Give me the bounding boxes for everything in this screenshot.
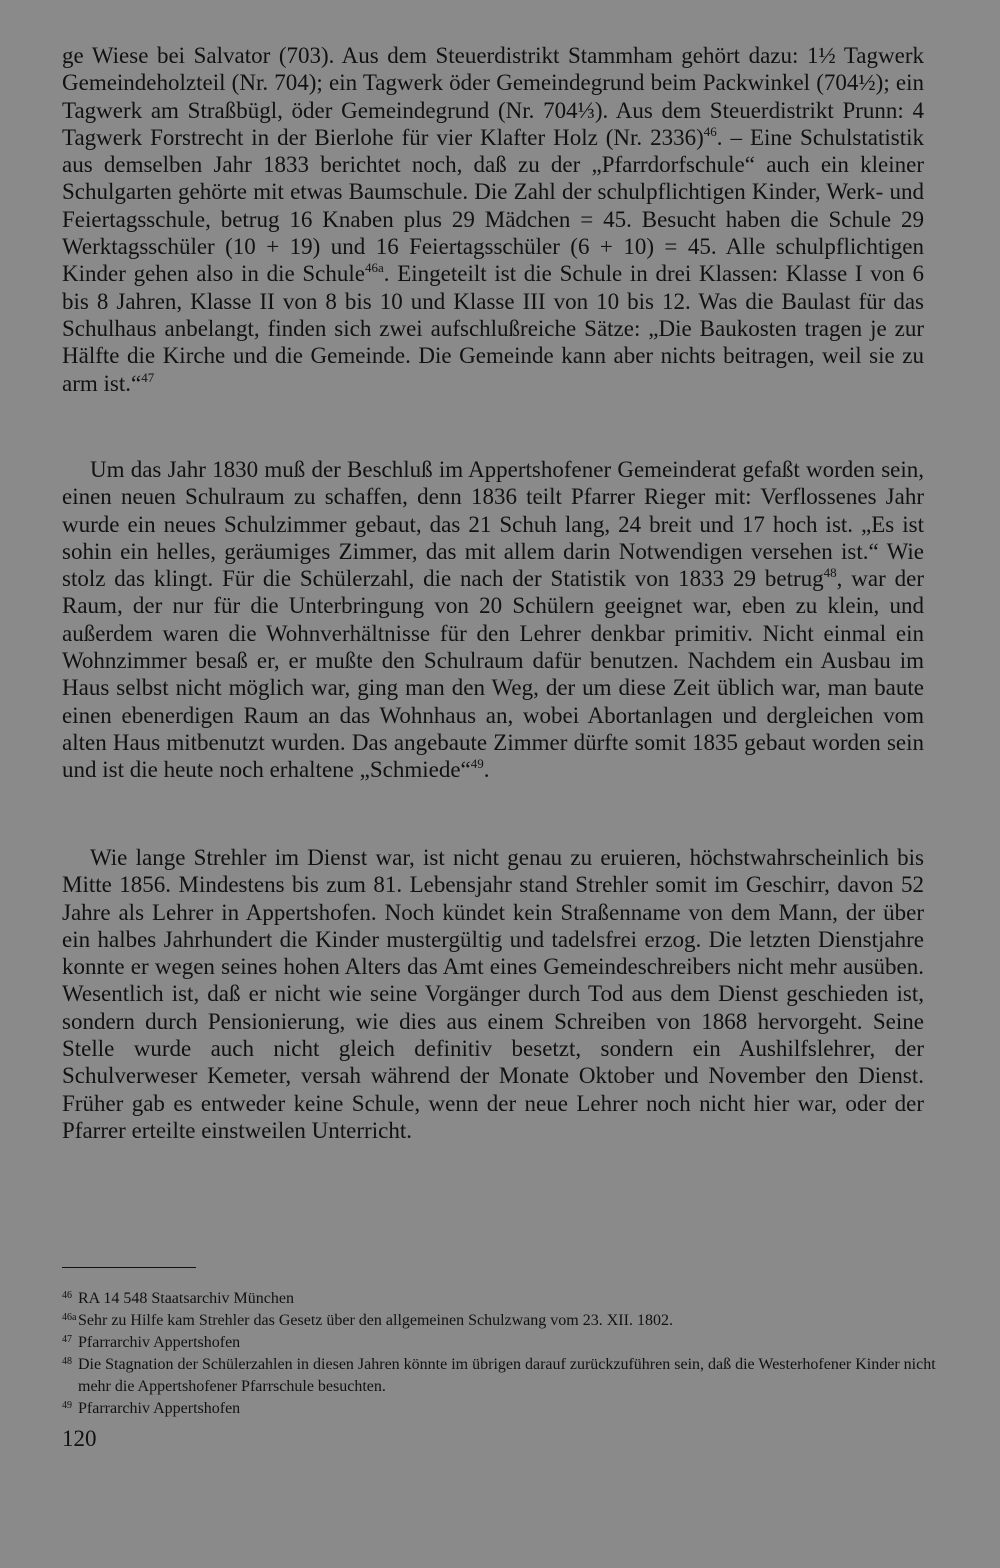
paragraph-text: , war der Raum, der nur für die Unterbringung von 20 Schülern geeignet war, eben zu klein, und außerdem waren die Wohnverhältnisse für den Lehrer denkbar primitiv. Nicht einmal ein Wohnzimmer besaß er, er mußte den Schulraum dafür benutzen. Nachdem ein Ausbau im Haus selbst nicht möglich war, ging man den Weg, der um diese Zeit üblich war, man baute einen ebenerdigen Raum an das Wohnhaus an, wobei Abortanlagen und dergleichen vom alten Haus mitbenutzt wurden. Das angebaute Zimmer dürfte somit 1835 gebaut worden sein und ist die heute noch erhaltene „Schmiede“ <box>62 566 924 783</box>
footnote-ref-46a: 46a <box>364 260 384 276</box>
paragraph-text: . Eingeteilt ist die Schule in drei Klassen: Klasse I von 6 bis 8 Jahren, Klasse II von 8 bis 10 und Klasse III von 10 bis 12. Was die Baulast für das Schulhaus anbelangt, finden sich zwei aufschlußreiche Sätze: „Die Baukosten tragen je zur Hälfte die Kirche und die Gemeinde. Die Gemeinde kann aber nichts beitragen, weil sie zu arm ist.“ <box>62 261 925 396</box>
footnote-number: 46 <box>62 1290 72 1301</box>
body-paragraph-1 <box>62 42 924 397</box>
footnote-ref-47: 47 <box>141 369 155 385</box>
footnote-ref-48: 48 <box>823 565 837 581</box>
footnote-text: Sehr zu Hilfe kam Strehler das Gesetz über den allgemeinen Schulzwang vom 23. XII. 1802. <box>78 1312 673 1329</box>
footnote-number: 46a <box>62 1312 77 1323</box>
footnote-text: Pfarrarchiv Appertshofen <box>78 1400 241 1417</box>
footnote-text: RA 14 548 Staatsarchiv München <box>78 1290 294 1307</box>
footnote-49 <box>62 1398 942 1420</box>
footnote-ref-46: 46 <box>703 123 717 139</box>
paragraph-text: Wie lange Strehler im Dienst war, ist nicht genau zu eruieren, höchstwahrscheinlich bis Mitte 1856. Mindestens bis zum 81. Lebensjahr stand Strehler somit im Geschirr, davon 52 Jahre als Lehrer in Appertshofen. Noch kündet kein Straßenname von dem Mann, der über ein halbes Jahrhundert die Kinder mustergültig und tadelsfrei erzog. Die letzten Dienstjahre konnte er wegen seines hohen Alters das Amt eines Gemeindeschreibers nicht mehr ausüben. Wesentlich ist, daß er nicht wie seine Vorgänger durch Tod aus dem Dienst geschieden ist, sondern durch Pensionierung, wie dies aus einem Schreiben von 1868 hervorgeht. Seine Stelle wurde auch nicht gleich definitiv besetzt, sondern ein Aushilfslehrer, der Schulverweser Kemeter, versah während der Monate Oktober und November den Dienst. Früher gab es entweder keine Schule, wenn der neue Lehrer noch nicht hier war, oder der Pfarrer erteilte einstweilen Unterricht. <box>62 845 924 1143</box>
page-number: 120 <box>62 1426 97 1451</box>
footnote-46a <box>62 1310 942 1332</box>
footnote-number: 47 <box>62 1334 72 1345</box>
footnote-text: Die Stagnation der Schülerzahlen in diesen Jahren könnte im übrigen darauf zurückzuführen sein, daß die Westerhofener Kinder nicht mehr die Appertshofener Pfarrschule besuchten. <box>78 1356 936 1395</box>
body-paragraph-2 <box>62 456 924 784</box>
paragraph-text: . <box>483 757 490 783</box>
footnote-46 <box>62 1288 942 1310</box>
footnote-text: Pfarrarchiv Appertshofen <box>78 1334 241 1351</box>
footnotes <box>62 1288 942 1420</box>
footnote-48 <box>62 1354 942 1398</box>
footnote-47 <box>62 1332 942 1354</box>
paragraph-text: Um das Jahr 1830 muß der Beschluß im Appertshofener Gemeinderat gefaßt worden sein, einen neuen Schulraum zu schaffen, denn 1836 teilt Pfarrer Rieger mit: Verflossenes Jahr wurde ein neues Schulzimmer gebaut, das 21 Schuh lang, 24 breit und 17 hoch ist. „Es ist sohin ein helles, geräumiges Zimmer, das mit allem darin Notwendigen versehen ist.“ Wie stolz das klingt. Für die Schülerzahl, die nach der Statistik von 1833 29 betrug <box>62 457 924 592</box>
body-paragraph-3 <box>62 844 924 1144</box>
footnote-number: 49 <box>62 1400 72 1411</box>
footnote-ref-49: 49 <box>470 756 484 772</box>
paragraph-text: . – Eine Schulstatistik aus demselben Jahr 1833 berichtet noch, daß zu der „Pfarrdorfschule“ auch ein kleiner Schulgarten gehörte mit etwas Baumschule. Die Zahl der schulpflichtigen Kinder, Werk- und Feiertagsschule, betrug 16 Knaben plus 29 Mädchen = 45. Besucht haben die Schule 29 Werktagsschüler (10 + 19) und 16 Feiertagsschüler (6 + 10) = 45. Alle schulpflichtigen Kinder gehen also in die Schule <box>62 124 924 287</box>
paragraph-text: ge Wiese bei Salvator (703). Aus dem Steuerdistrikt Stammham gehört dazu: 1½ Tagwerk Gemeindeholzteil (Nr. 704); ein Tagwerk öder Gemeindegrund beim Packwinkel (704½); ein Tagwerk am Straßbügl, öder Gemeindegrund (Nr. 704⅓). Aus dem Steuerdistrikt Prunn: 4 Tagwerk Forstrecht in der Bierlohe für vier Klafter Holz (Nr. 2336) <box>62 43 924 150</box>
footnote-number: 48 <box>62 1356 72 1367</box>
footnote-divider <box>62 1267 196 1268</box>
